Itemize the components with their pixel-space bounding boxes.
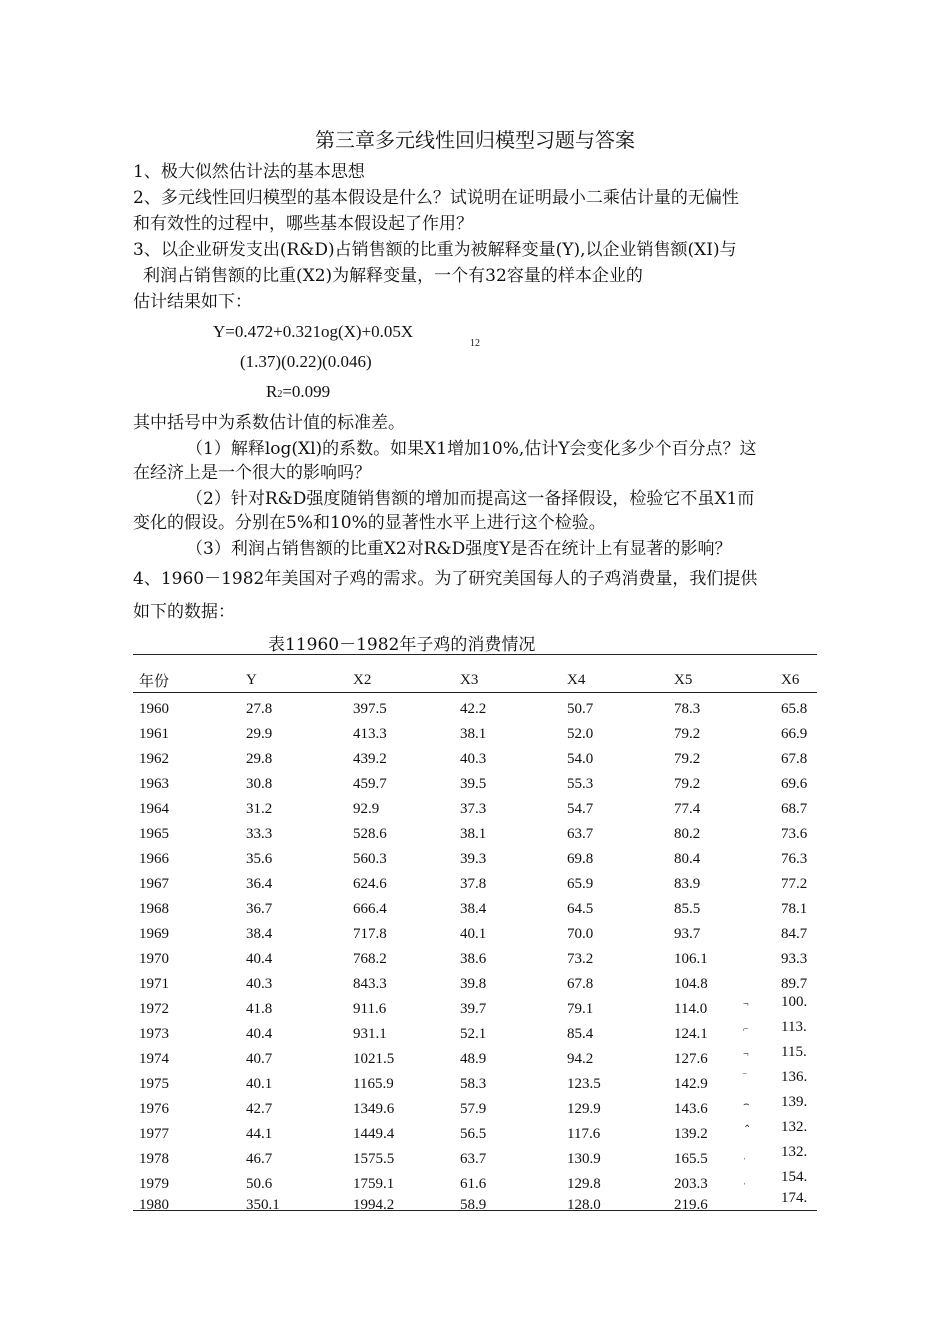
table-cell: 85.5 xyxy=(674,901,701,917)
part-2-line-2: 变化的假设。分别在5%和10%的显著性水平上进行这个检验。 xyxy=(133,513,606,533)
header-y: Y xyxy=(246,672,257,688)
table-cell: 560.3 xyxy=(353,851,387,867)
table-cell: 33.3 xyxy=(246,826,273,842)
table-cell: 58.3 xyxy=(460,1076,487,1092)
table-cell: 78.3 xyxy=(674,701,701,717)
table-cell: 117.6 xyxy=(567,1126,601,1142)
part-1-line-2: 在经济上是一个很大的影响吗？ xyxy=(133,463,371,483)
table-row xyxy=(133,797,817,822)
table-cell: 65.9 xyxy=(567,876,594,892)
table-cell: 397.5 xyxy=(353,701,387,717)
table-cell: 73.2 xyxy=(567,951,594,967)
x6-value: 73.6 xyxy=(781,826,808,842)
table-cell: 1972 xyxy=(139,1001,169,1017)
table-cell: 165.5 xyxy=(674,1151,708,1167)
table-cell: 39.7 xyxy=(460,1001,487,1017)
table-row xyxy=(133,972,817,997)
table-cell-x6 xyxy=(775,722,817,747)
table-cell-x6 xyxy=(775,747,817,772)
table-row xyxy=(133,922,817,947)
table-header-row xyxy=(133,668,817,693)
x6-value: 77.2 xyxy=(781,876,808,892)
table-cell: 1975 xyxy=(139,1076,169,1092)
table-cell: 843.3 xyxy=(353,976,387,992)
header-x5: X5 xyxy=(674,672,693,688)
table-cell: 85.4 xyxy=(567,1026,594,1042)
table-row xyxy=(133,1197,817,1214)
question-3-line-1: 3、以企业研发支出(R&D)占销售额的比重为被解释变量(Y),以企业销售额(XI)与 xyxy=(133,240,737,260)
x6-value: 76.3 xyxy=(781,851,808,867)
table-cell: 79.2 xyxy=(674,751,701,767)
question-3-line-3: 估计结果如下： xyxy=(133,292,252,312)
note: 其中括号中为系数估计值的标准差。 xyxy=(133,413,405,433)
table-cell: 768.2 xyxy=(353,951,387,967)
x6-value: 65.8 xyxy=(781,701,808,717)
table-row xyxy=(133,722,817,747)
table-cell: 50.7 xyxy=(567,701,594,717)
table-row xyxy=(133,1022,817,1047)
r-squared-subscript: 2 xyxy=(277,389,283,400)
table-row xyxy=(133,1097,817,1122)
table-cell: 64.5 xyxy=(567,901,594,917)
table-cell: 55.3 xyxy=(567,776,594,792)
equation-subscript: 12 xyxy=(470,338,480,349)
table-cell: 666.4 xyxy=(353,901,387,917)
table-cell: 36.4 xyxy=(246,876,273,892)
table-cell: 129.8 xyxy=(567,1176,601,1192)
table-cell: 54.7 xyxy=(567,801,594,817)
table-row xyxy=(133,822,817,847)
table-cell: 52.1 xyxy=(460,1026,487,1042)
x6-value: 113. xyxy=(781,1019,807,1035)
table-cell: 41.8 xyxy=(246,1001,273,1017)
table-cell: 528.6 xyxy=(353,826,387,842)
table-cell: 130.9 xyxy=(567,1151,601,1167)
x6-value: 89.7 xyxy=(781,976,808,992)
r-squared xyxy=(266,381,330,406)
r-squared-label: R xyxy=(266,382,278,401)
table-cell: 459.7 xyxy=(353,776,387,792)
table-cell: 911.6 xyxy=(353,1001,387,1017)
table-cell: 1966 xyxy=(139,851,169,867)
table-cell: 1349.6 xyxy=(353,1101,395,1117)
x6-value: 93.3 xyxy=(781,951,808,967)
table-cell: 624.6 xyxy=(353,876,387,892)
header-year: 年份 xyxy=(139,674,170,690)
table-cell: 139.2 xyxy=(674,1126,708,1142)
table-cell: 77.4 xyxy=(674,801,701,817)
table-caption: 表11960－1982年子鸡的消费情况 xyxy=(268,635,536,655)
table-cell: 123.5 xyxy=(567,1076,601,1092)
table-cell: 1970 xyxy=(139,951,169,967)
table-cell: 1965 xyxy=(139,826,169,842)
table-cell: 127.6 xyxy=(674,1051,708,1067)
table-cell-x6 xyxy=(775,872,817,897)
table-cell: 38.1 xyxy=(460,826,487,842)
table-cell: 83.9 xyxy=(674,876,701,892)
table-cell: 40.1 xyxy=(246,1076,273,1092)
table-cell: 1968 xyxy=(139,901,169,917)
part-1-line-1: （1）解释log(Xl)的系数。如果X1增加10%,估计Y会变化多少个百分点？这 xyxy=(186,439,757,459)
table-cell: 40.3 xyxy=(246,976,273,992)
table-cell: 35.6 xyxy=(246,851,273,867)
r-squared-value: =0.099 xyxy=(282,382,331,401)
table-cell: 38.1 xyxy=(460,726,487,742)
table-row xyxy=(133,847,817,872)
table-cell-x6 xyxy=(775,847,817,872)
table-cell: 63.7 xyxy=(567,826,594,842)
table-cell: 1980 xyxy=(139,1197,169,1213)
table-cell: 31.2 xyxy=(246,801,273,817)
table-row xyxy=(133,1072,817,1097)
table-cell: 80.2 xyxy=(674,826,701,842)
table-cell: 1964 xyxy=(139,801,169,817)
table-cell: 29.8 xyxy=(246,751,273,767)
table-cell: 92.9 xyxy=(353,801,380,817)
table-cell: 52.0 xyxy=(567,726,594,742)
table-row xyxy=(133,772,817,797)
row-mark: ˌ xyxy=(743,1149,747,1160)
table-cell: 1976 xyxy=(139,1101,169,1117)
question-4-line-1: 4、1960－1982年美国对子鸡的需求。为了研究美国每人的子鸡消费量，我们提供 xyxy=(133,569,758,589)
row-mark: ⌐ xyxy=(743,1024,749,1035)
x6-value: 132. xyxy=(781,1119,808,1135)
table-cell: 54.0 xyxy=(567,751,594,767)
table-cell-x6 xyxy=(775,772,817,797)
table-cell: 27.8 xyxy=(246,701,273,717)
table-cell: 44.1 xyxy=(246,1126,273,1142)
table-row xyxy=(133,1172,817,1197)
table-cell: 29.9 xyxy=(246,726,273,742)
question-3-line-2: 利润占销售额的比重(X2)为解释变量，一个有32容量的样本企业的 xyxy=(143,266,643,286)
table-cell: 1994.2 xyxy=(353,1197,395,1213)
table-cell: 1977 xyxy=(139,1126,169,1142)
row-mark: ‾ xyxy=(743,1074,747,1085)
x6-value: 136. xyxy=(781,1069,808,1085)
table-cell: 1978 xyxy=(139,1151,169,1167)
table-body xyxy=(133,697,817,1214)
table-cell: 40.3 xyxy=(460,751,487,767)
table-cell-x6 xyxy=(775,1190,817,1214)
table-cell-x6 xyxy=(775,947,817,972)
header-x4: X4 xyxy=(567,672,586,688)
table-row xyxy=(133,1122,817,1147)
table-cell: 129.9 xyxy=(567,1101,601,1117)
table-cell: 439.2 xyxy=(353,751,387,767)
table-cell: 1449.4 xyxy=(353,1126,395,1142)
question-1: 1、极大似然估计法的基本思想 xyxy=(133,162,365,182)
table-cell: 57.9 xyxy=(460,1101,487,1117)
table-cell: 42.7 xyxy=(246,1101,273,1117)
table-cell: 48.9 xyxy=(460,1051,487,1067)
table-cell: 219.6 xyxy=(674,1197,708,1213)
table-cell: 93.7 xyxy=(674,926,701,942)
question-2-line-2: 和有效性的过程中，哪些基本假设起了作用？ xyxy=(133,214,473,234)
header-x3: X3 xyxy=(460,672,479,688)
table-row xyxy=(133,947,817,972)
table-cell: 1165.9 xyxy=(353,1076,394,1092)
table-top-rule xyxy=(133,654,817,655)
table-cell: 79.2 xyxy=(674,726,701,742)
table-cell: 114.0 xyxy=(674,1001,708,1017)
table-row xyxy=(133,697,817,722)
table-row xyxy=(133,897,817,922)
header-x2: X2 xyxy=(353,672,372,688)
table-cell: 36.7 xyxy=(246,901,273,917)
table-cell: 1967 xyxy=(139,876,169,892)
x6-value: 154. xyxy=(781,1169,808,1185)
table-cell: 39.8 xyxy=(460,976,487,992)
table-cell: 1962 xyxy=(139,751,169,767)
table-cell: 40.1 xyxy=(460,926,487,942)
table-cell: 40.7 xyxy=(246,1051,273,1067)
table-cell-x6 xyxy=(775,797,817,822)
table-cell-x6 xyxy=(775,697,817,722)
x6-value: 68.7 xyxy=(781,801,808,817)
table-cell: 46.7 xyxy=(246,1151,273,1167)
x6-value: 139. xyxy=(781,1094,808,1110)
table-cell: 1575.5 xyxy=(353,1151,395,1167)
table-cell: 79.2 xyxy=(674,776,701,792)
table-row xyxy=(133,872,817,897)
row-mark: ¬ xyxy=(743,1049,749,1060)
table-cell-x6 xyxy=(775,922,817,947)
table-cell: 350.1 xyxy=(246,1197,280,1213)
part-2-line-1: （2）针对R&D强度随销售额的增加而提高这一备择假设，检验它不虽X1而 xyxy=(186,489,755,509)
row-mark: ˌ xyxy=(743,1174,747,1185)
table-cell: 39.3 xyxy=(460,851,487,867)
table-row xyxy=(133,997,817,1022)
table-cell: 142.9 xyxy=(674,1076,708,1092)
table-cell: 1759.1 xyxy=(353,1176,395,1192)
question-2-line-1: 2、多元线性回归模型的基本假设是什么？试说明在证明最小二乘估计量的无偏性 xyxy=(133,188,739,208)
table-cell: 1960 xyxy=(139,701,169,717)
table-cell: 1971 xyxy=(139,976,169,992)
x6-value: 66.9 xyxy=(781,726,808,742)
x6-value: 67.8 xyxy=(781,751,808,767)
table-cell: 94.2 xyxy=(567,1051,594,1067)
x6-value: 69.6 xyxy=(781,776,808,792)
table-cell: 1973 xyxy=(139,1026,169,1042)
table-cell: 717.8 xyxy=(353,926,387,942)
page-title: 第三章多元线性回归模型习题与答案 xyxy=(315,128,635,152)
table-cell: 38.4 xyxy=(246,926,273,942)
standard-errors: (1.37)(0.22)(0.046) xyxy=(240,352,372,371)
table-cell: 39.5 xyxy=(460,776,487,792)
x6-value: 84.7 xyxy=(781,926,808,942)
table-cell: 42.2 xyxy=(460,701,487,717)
table-cell: 38.6 xyxy=(460,951,487,967)
table-cell: 128.0 xyxy=(567,1197,601,1213)
x6-value: 174. xyxy=(781,1190,808,1206)
row-mark: ¬ xyxy=(743,999,749,1010)
table-cell: 37.8 xyxy=(460,876,487,892)
regression-equation: Y=0.472+0.321og(X)+0.05X xyxy=(213,322,414,341)
table-cell: 69.8 xyxy=(567,851,594,867)
x6-value: 115. xyxy=(781,1044,807,1060)
table-cell: 79.1 xyxy=(567,1001,594,1017)
table-cell: 56.5 xyxy=(460,1126,487,1142)
table-cell: 1974 xyxy=(139,1051,169,1067)
header-x6: X6 xyxy=(781,672,800,688)
table-row xyxy=(133,747,817,772)
part-3-line-1: （3）利润占销售额的比重X2对R&D强度Y是否在统计上有显著的影响？ xyxy=(186,539,732,559)
x6-value: 132. xyxy=(781,1144,808,1160)
table-cell: 1979 xyxy=(139,1176,169,1192)
table-cell: 1961 xyxy=(139,726,169,742)
table-cell: 413.3 xyxy=(353,726,387,742)
row-mark: ⌃ xyxy=(743,1124,752,1135)
table-cell: 124.1 xyxy=(674,1026,708,1042)
table-cell: 1969 xyxy=(139,926,169,942)
table-cell: 40.4 xyxy=(246,1026,273,1042)
row-mark: ⌢ xyxy=(743,1099,750,1110)
table-cell-x6 xyxy=(775,897,817,922)
table-cell: 106.1 xyxy=(674,951,708,967)
table-cell: 37.3 xyxy=(460,801,487,817)
table-cell: 50.6 xyxy=(246,1176,273,1192)
table-cell: 30.8 xyxy=(246,776,273,792)
table-cell: 203.3 xyxy=(674,1176,708,1192)
question-4-line-2: 如下的数据： xyxy=(133,602,235,622)
table-cell: 70.0 xyxy=(567,926,594,942)
table-cell: 143.6 xyxy=(674,1101,708,1117)
table-row xyxy=(133,1147,817,1172)
table-cell: 67.8 xyxy=(567,976,594,992)
table-cell: 80.4 xyxy=(674,851,701,867)
chicken-consumption-table xyxy=(133,668,817,1214)
table-cell: 104.8 xyxy=(674,976,708,992)
table-cell: 61.6 xyxy=(460,1176,487,1192)
table-cell-x6 xyxy=(775,822,817,847)
table-cell: 38.4 xyxy=(460,901,487,917)
table-cell: 931.1 xyxy=(353,1026,387,1042)
table-cell: 1021.5 xyxy=(353,1051,395,1067)
x6-value: 78.1 xyxy=(781,901,808,917)
x6-value: 100. xyxy=(781,994,808,1010)
table-cell: 58.9 xyxy=(460,1197,487,1213)
table-cell: 1963 xyxy=(139,776,169,792)
table-cell: 63.7 xyxy=(460,1151,487,1167)
table-cell: 40.4 xyxy=(246,951,273,967)
table-row xyxy=(133,1047,817,1072)
